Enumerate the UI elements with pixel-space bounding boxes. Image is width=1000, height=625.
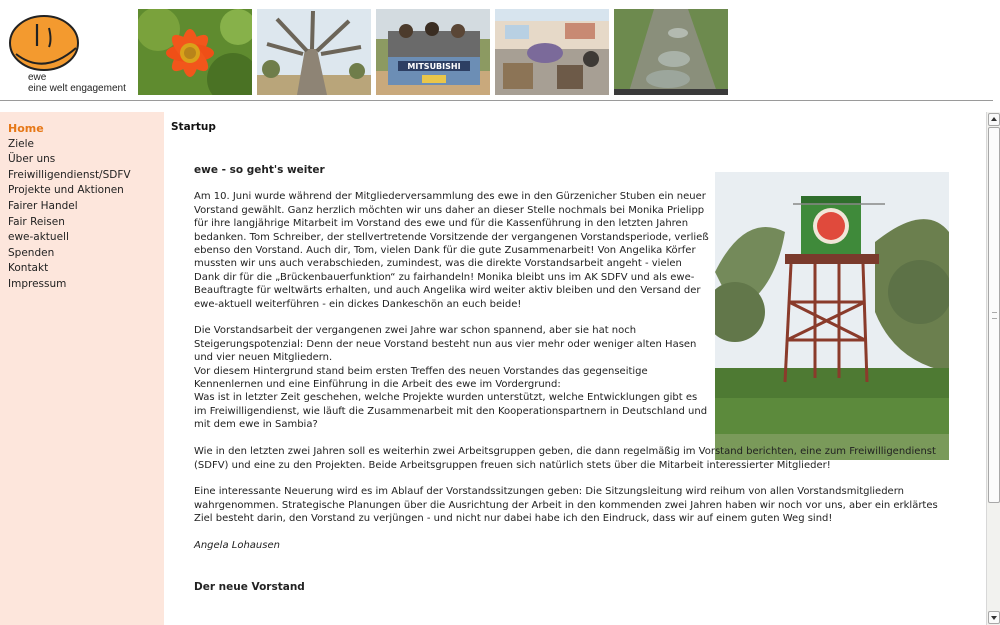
article-paragraph-2c: Was ist in letzter Zeit geschehen, welche Projekte wurden unterstützt, welche Entwicklungen gibt es im Freiwilligendienst, wie läuft die Zusammenarbeit mit den Kooperationspartnern in Deutschland und mit dem ewe in Sambia? [194, 392, 708, 431]
scroll-up-arrow-icon[interactable] [988, 113, 1000, 126]
nav-item-home[interactable]: Home [8, 122, 44, 135]
section-title-new-board: Der neue Vorstand [194, 581, 305, 594]
nav-item-ziele[interactable]: Ziele [8, 137, 34, 150]
article-paragraph-3: Wie in den letzten zwei Jahren soll es weiterhin zwei Arbeitsgruppen geben, die dann regelmäßig im Vorstand berichten, eine zum Freiwilligendienst (SDFV) und eine zu den Projekten. Beide Arbeitsgruppen freuen sich natürlich stets über die Mitarbeit interessierter Mitglieder! [194, 446, 936, 471]
nav-item-fair-reisen[interactable]: Fair Reisen [8, 215, 65, 228]
main-navigation [0, 112, 164, 293]
mitsubishi-truck-photo [376, 9, 490, 95]
baobab-tree-photo [257, 9, 371, 95]
header-divider [0, 100, 993, 101]
flooded-road-photo [614, 9, 728, 95]
sidebar [0, 112, 164, 625]
article-paragraph-4: Eine interessante Neuerung wird es im Ablauf der Vorstandssitzungen geben: Die Sitzungsleitung wird reihum von allen Vorstandsmitgliedern wahrgenommen. Strategische Planungen über die Ausrichtung der Arbeit in den kommenden zwei Jahren haben wir noch vor uns, aber ein erklärtes Ziel besteht darin, den Vorstand zu verjüngen - und nicht nur dabei habe ich den Eindruck, dass wir auf einem guten Weg sind! [194, 486, 938, 525]
nav-item-kontakt[interactable]: Kontakt [8, 262, 49, 275]
nav-item-impressum[interactable]: Impressum [8, 277, 67, 290]
ewe-logo[interactable] [6, 14, 131, 96]
nav-item-fairer-handel[interactable]: Fairer Handel [8, 199, 78, 212]
nav-item-spenden[interactable]: Spenden [8, 246, 55, 259]
article [194, 164, 956, 608]
site-header [0, 0, 1000, 100]
logo-text-short: ewe [28, 72, 47, 83]
scroll-down-arrow-icon[interactable] [988, 611, 1000, 624]
content-frame [164, 112, 986, 625]
truck-plate-label: MITSUBISHI [407, 62, 461, 71]
nav-item-ueber-uns[interactable]: Über uns [8, 153, 56, 166]
nav-item-projekte[interactable]: Projekte und Aktionen [8, 184, 124, 197]
logo-text [28, 72, 126, 94]
article-paragraph-2a: Die Vorstandsarbeit der vergangenen zwei Jahre war schon spannend, aber sie hat noch Steigerungspotenzial: Denn der neue Vorstand besteht nun aus vier mehr oder weniger alten Hasen und vier neuen Mitgliedern. [194, 325, 697, 364]
article-paragraph-1: Am 10. Juni wurde während der Mitgliederversammlung des ewe in den Gürzenicher Stuben ein neuer Vorstand gewählt. Ganz herzlich möchten wir uns daher an dieser Stelle nochmals bei Monika Prielipp für ihre langjährige Mitarbeit im Vorstand des ewe und für die Kassenführung in den letzten Jahren bedanken. Tom Schreiber, der stellvertretende Vorsitzende der vergangenen Vorstandsperiode, verließ ebenso den Vorstand. Auch dir, Tom, vielen Dank für die gute Zusammenarbeit! Von Angelika Körfer mussten wir uns auch verabschieden, zumindest, was die direkte Vorstandsarbeit angeht - vielen Dank dir für die „Brückenbauerfunktion“ zu fairhandeln! Monika bleibt uns im AK SDFV und als ewe-Beauftragte für weltwärts erhalten, und auch Angelika wird weiter aktiv bleiben und den Versand der ewe-aktuell weiterführen - ein dickes Dankeschön an euch beide! [194, 191, 709, 310]
page-title: Startup [171, 121, 216, 133]
vertical-scrollbar[interactable] [986, 112, 1000, 625]
scrollbar-thumb[interactable] [988, 127, 1000, 503]
logo-smiley-icon [6, 14, 86, 74]
market-photo [495, 9, 609, 95]
logo-text-long: eine welt engagement [28, 83, 126, 94]
article-paragraph-2b: Vor diesem Hintergrund stand beim ersten Treffen des neuen Vorstandes das gegenseitige Kennenlernen und eine Einführung in die Arbeit des ewe im Vordergrund: [194, 365, 648, 391]
article-title: ewe - so geht's weiter [194, 164, 325, 176]
flower-photo [138, 9, 252, 95]
nav-item-freiwilligendienst[interactable]: Freiwilligendienst/SDFV [8, 168, 131, 181]
nav-item-ewe-aktuell[interactable]: ewe-aktuell [8, 231, 69, 244]
article-signature: Angela Lohausen [194, 539, 280, 551]
